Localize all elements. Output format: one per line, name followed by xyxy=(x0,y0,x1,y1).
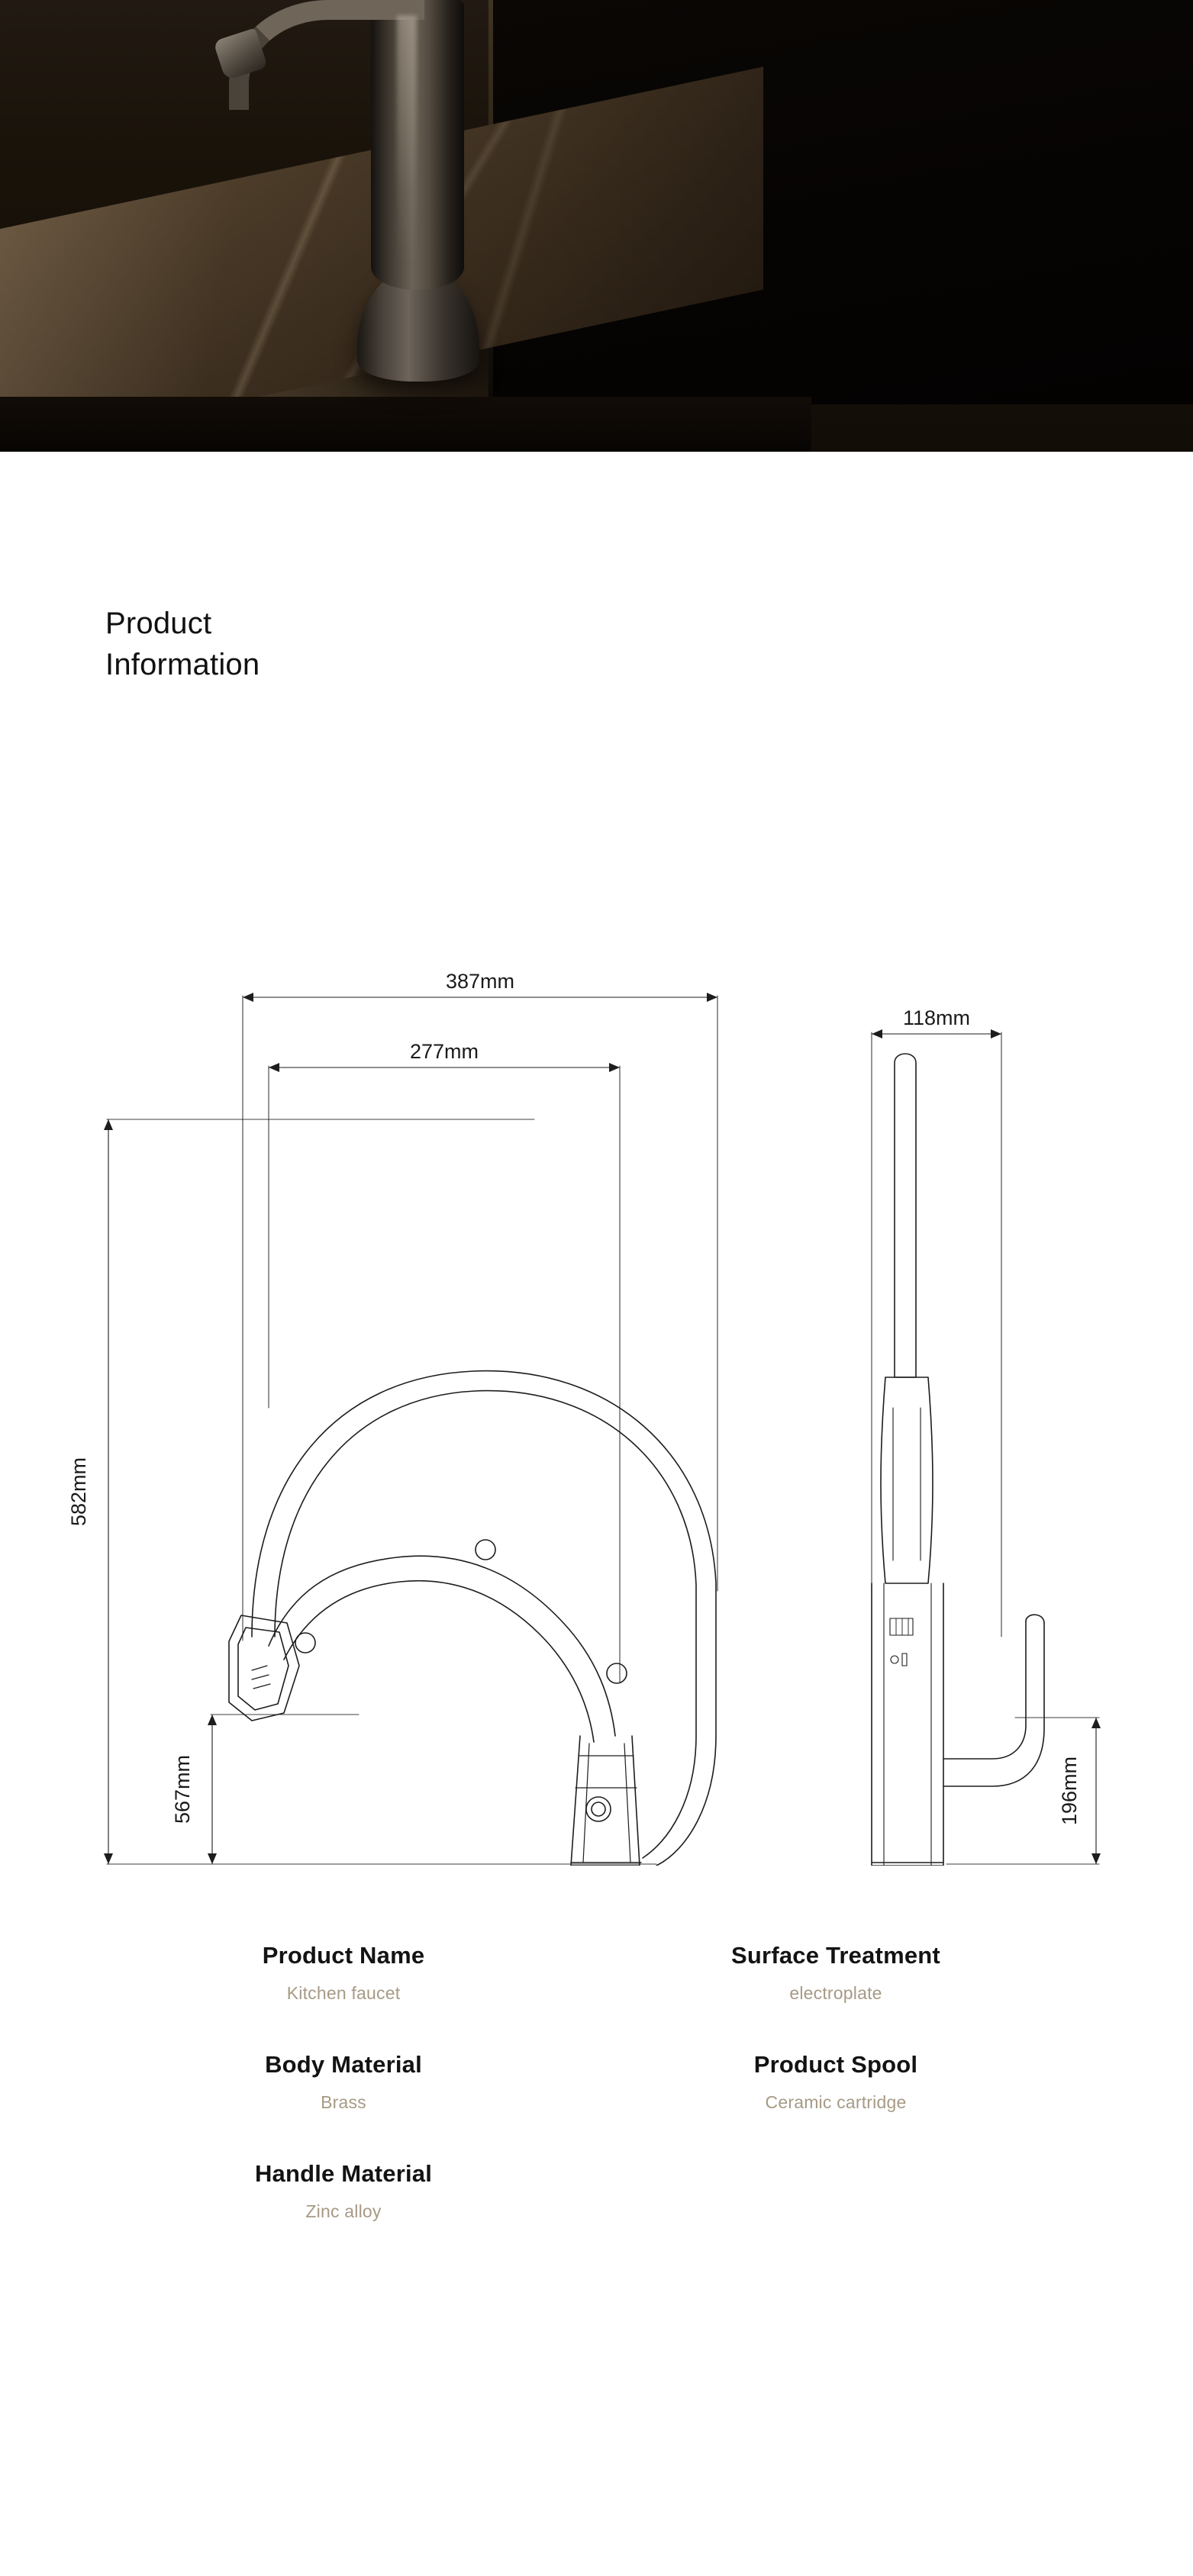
page-title-line-1: Product xyxy=(105,607,212,640)
technical-drawing xyxy=(0,950,1193,1866)
faucet-side-view-outline xyxy=(872,1054,1044,1866)
front-view-dimensions xyxy=(104,950,717,1866)
hero-counter-front-face xyxy=(0,397,811,452)
page-title-line-2: Information xyxy=(105,648,260,682)
spec-item-handle-material xyxy=(107,2160,580,2222)
spec-label: Product Spool xyxy=(753,2051,918,2078)
spec-label: Product Name xyxy=(262,1942,425,1969)
page-title xyxy=(105,603,260,686)
dim-label-front-width-outer: 387mm xyxy=(445,970,515,993)
dim-label-side-width: 118mm xyxy=(902,1006,971,1029)
spec-label: Handle Material xyxy=(254,2160,433,2187)
spec-item-empty xyxy=(599,2160,1072,2222)
faucet-front-view-outline xyxy=(229,1371,716,1866)
spec-row xyxy=(0,1942,1193,2004)
spec-row xyxy=(0,2160,1193,2222)
dim-label-front-height-total: 582mm xyxy=(67,1457,90,1527)
spec-value: Kitchen faucet xyxy=(286,1983,401,2003)
dim-label-side-depth: 196mm xyxy=(1058,1756,1081,1826)
product-spec-list xyxy=(0,1942,1193,2222)
spec-value: Zinc alloy xyxy=(305,2201,382,2221)
spec-label: Surface Treatment xyxy=(731,1942,940,1969)
spec-item-product-spool xyxy=(599,2051,1072,2113)
spec-value: Brass xyxy=(321,2092,366,2112)
spec-item-body-material xyxy=(107,2051,580,2113)
spec-item-product-name xyxy=(107,1942,580,2004)
dim-label-front-width-inner: 277mm xyxy=(409,1040,479,1063)
faucet-highlight xyxy=(397,15,417,267)
dim-label-front-height-inner: 567mm xyxy=(171,1754,194,1824)
spec-row xyxy=(0,2051,1193,2113)
side-view-dimensions xyxy=(872,1029,1101,1864)
spec-value: electroplate xyxy=(789,1983,882,2003)
hero-product-photo xyxy=(0,0,1193,452)
spec-value: Ceramic cartridge xyxy=(765,2092,907,2112)
spec-label: Body Material xyxy=(265,2051,422,2078)
spec-item-surface-treatment xyxy=(599,1942,1072,2004)
